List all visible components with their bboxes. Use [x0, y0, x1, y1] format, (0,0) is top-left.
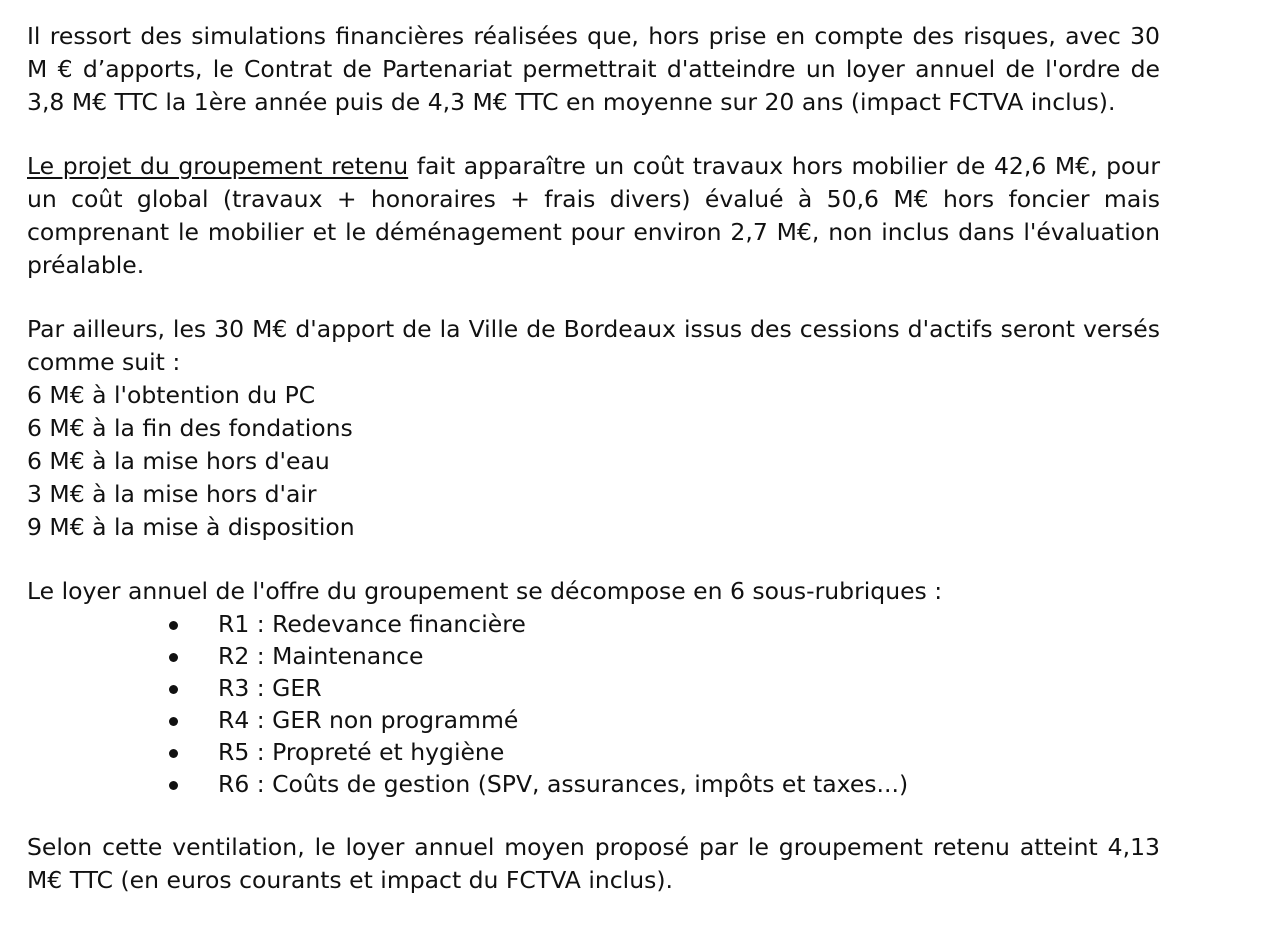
document-body: [27, 20, 1160, 897]
rubrique-label: R3 : GER: [218, 674, 322, 702]
payment-line: 6 M€ à la mise hors d'eau: [27, 447, 330, 475]
payment-line: 6 M€ à la fin des fondations: [27, 414, 353, 442]
rubriques-list: [27, 608, 1160, 800]
payment-line: 3 M€ à la mise hors d'air: [27, 480, 317, 508]
paragraph-simulations: Il ressort des simulations financières réalisées que, hors prise en compte des risques, avec 30 M € d’apports, le Contrat de Partenariat permettrait d'atteindre un loyer annuel de l'ordre de 3,8 M€ TTC la 1ère année puis de 4,3 M€ TTC en moyenne sur 20 ans (impact FCTVA inclus).: [27, 22, 1160, 116]
rubrique-label: R2 : Maintenance: [218, 642, 424, 670]
rubrique-item: [27, 672, 1160, 704]
rubrique-item: [27, 704, 1160, 736]
underlined-project-label: Le projet du groupement retenu: [27, 152, 409, 180]
bullet-icon: [169, 685, 178, 694]
bullet-icon: [169, 621, 178, 630]
paragraph-loyer-intro: Le loyer annuel de l'offre du groupement se décompose en 6 sous-rubriques :: [27, 577, 943, 605]
paragraph-projet: [27, 150, 1160, 282]
payment-line: 6 M€ à l'obtention du PC: [27, 381, 316, 409]
paragraph-apports: Par ailleurs, les 30 M€ d'apport de la Ville de Bordeaux issus des cessions d'actifs seront versés comme suit :: [27, 315, 1160, 376]
paragraph-conclusion: Selon cette ventilation, le loyer annuel moyen proposé par le groupement retenu atteint 4,13 M€ TTC (en euros courants et impact du FCTVA inclus).: [27, 833, 1160, 894]
payments-list: [27, 379, 1160, 544]
paragraph-spacer: [27, 119, 1160, 150]
rubrique-label: R4 : GER non programmé: [218, 706, 519, 734]
paragraph-spacer: [27, 544, 1160, 575]
payment-line: 9 M€ à la mise à disposition: [27, 513, 355, 541]
rubrique-label: R6 : Coûts de gestion (SPV, assurances, impôts et taxes...): [218, 770, 909, 798]
paragraph-spacer: [27, 282, 1160, 313]
paragraph-projet-text: fait apparaître un coût travaux hors mobilier de 42,6 M€, pour un coût global (travaux + honoraires + frais divers) évalué à 50,6 M€ hors foncier mais comprenant le mobilier et le déménagement pour environ 2,7 M€, non inclus dans l'évaluation préalable.: [27, 152, 1160, 279]
rubrique-label: R1 : Redevance financière: [218, 610, 526, 638]
rubrique-item: [27, 768, 1160, 800]
bullet-icon: [169, 653, 178, 662]
rubrique-label: R5 : Propreté et hygiène: [218, 738, 505, 766]
paragraph-spacer: [27, 800, 1160, 831]
bullet-icon: [169, 781, 178, 790]
rubrique-item: [27, 608, 1160, 640]
rubrique-item: [27, 640, 1160, 672]
bullet-icon: [169, 749, 178, 758]
bullet-icon: [169, 717, 178, 726]
rubrique-item: [27, 736, 1160, 768]
